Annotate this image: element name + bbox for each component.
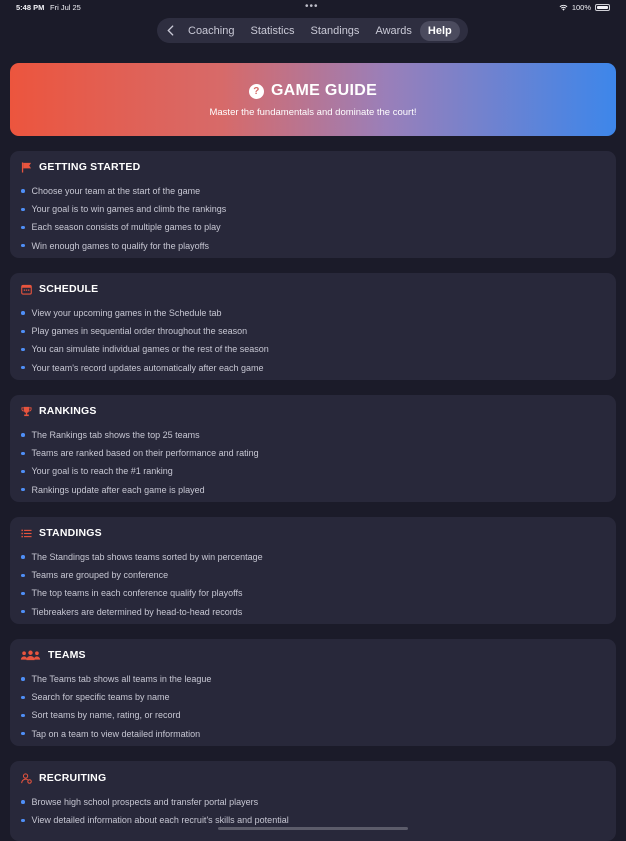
- list-item-text: Teams are grouped by conference: [32, 570, 169, 580]
- chevron-left-icon[interactable]: [160, 21, 180, 41]
- bullet: [21, 244, 25, 248]
- list-item: [20, 725, 606, 743]
- section-list: [20, 182, 606, 255]
- bullet: [21, 732, 25, 736]
- list-item: [20, 793, 606, 811]
- list-item-text: Sort teams by name, rating, or record: [32, 710, 181, 720]
- list-item: [20, 200, 606, 218]
- recruit-icon: [20, 772, 32, 784]
- section-standings: [10, 517, 616, 624]
- battery-fill: [597, 6, 608, 9]
- list-item-text: Search for specific teams by name: [32, 692, 170, 702]
- list-item: [20, 462, 606, 480]
- list-item-text: Your team's record updates automatically after each game: [32, 363, 264, 373]
- section-title: SCHEDULE: [39, 283, 98, 295]
- home-indicator[interactable]: [218, 827, 408, 830]
- section-list: [20, 426, 606, 499]
- bullet: [21, 330, 25, 334]
- bullet: [21, 714, 25, 718]
- bullet: [21, 819, 25, 823]
- list-item-text: Choose your team at the start of the game: [32, 186, 201, 196]
- list-item-text: Teams are ranked based on their performance and rating: [32, 448, 259, 458]
- section-title: GETTING STARTED: [39, 161, 140, 173]
- section-header: [20, 404, 606, 418]
- game-guide-banner: [10, 63, 616, 136]
- battery-icon: [595, 4, 610, 11]
- section-schedule: [10, 273, 616, 380]
- flag-icon: [20, 161, 32, 173]
- list-item: [20, 584, 606, 602]
- list-item-text: The Rankings tab shows the top 25 teams: [32, 430, 200, 440]
- list-item: [20, 426, 606, 444]
- list-item-text: Tap on a team to view detailed information: [32, 729, 201, 739]
- section-header: [20, 526, 606, 540]
- list-item-text: View your upcoming games in the Schedule tab: [32, 308, 222, 318]
- bullet: [21, 696, 25, 700]
- list-item-text: The Standings tab shows teams sorted by win percentage: [32, 552, 263, 562]
- list-item: [20, 340, 606, 358]
- status-date: Fri Jul 25: [50, 3, 81, 12]
- list-item-text: Each season consists of multiple games to play: [32, 222, 221, 232]
- list-item-text: The top teams in each conference qualify for playoffs: [32, 588, 243, 598]
- bullet: [21, 433, 25, 437]
- section-header: [20, 771, 606, 785]
- list-item-text: Your goal is to win games and climb the rankings: [32, 204, 227, 214]
- tab-statistics[interactable]: Statistics: [242, 21, 302, 41]
- section-header: [20, 282, 606, 296]
- bullet: [21, 488, 25, 492]
- list-item: [20, 237, 606, 255]
- multitasking-dots[interactable]: •••: [305, 1, 319, 12]
- list-item: [20, 603, 606, 621]
- bullet: [21, 555, 25, 559]
- section-list: [20, 548, 606, 621]
- list-item: [20, 182, 606, 200]
- list-item-text: Your goal is to reach the #1 ranking: [32, 466, 173, 476]
- section-teams: [10, 639, 616, 746]
- list-item: [20, 688, 606, 706]
- tab-navigation: [157, 18, 468, 43]
- list-item-text: Rankings update after each game is played: [32, 485, 205, 495]
- question-circle-icon: ?: [249, 84, 264, 99]
- page-subtitle: Master the fundamentals and dominate the court!: [10, 107, 616, 118]
- trophy-icon: [20, 405, 32, 417]
- bullet: [21, 208, 25, 212]
- bullet: [21, 348, 25, 352]
- section-rankings: [10, 395, 616, 502]
- bullet: [21, 226, 25, 230]
- list-item: [20, 566, 606, 584]
- list-item: [20, 218, 606, 236]
- bullet: [21, 452, 25, 456]
- list-item: [20, 481, 606, 499]
- calendar-icon: [20, 283, 32, 295]
- list-item-text: You can simulate individual games or the rest of the season: [32, 344, 269, 354]
- list-item: [20, 359, 606, 377]
- list-icon: [20, 527, 32, 539]
- list-item: [20, 670, 606, 688]
- tab-help[interactable]: Help: [420, 21, 460, 41]
- list-item: [20, 706, 606, 724]
- tab-awards[interactable]: Awards: [367, 21, 419, 41]
- battery-percent: 100%: [572, 3, 591, 12]
- bullet: [21, 592, 25, 596]
- status-right: [559, 3, 610, 12]
- bullet: [21, 366, 25, 370]
- section-header: [20, 648, 606, 662]
- status-bar: [0, 0, 626, 16]
- list-item-text: Play games in sequential order throughout the season: [32, 326, 248, 336]
- list-item-text: Browse high school prospects and transfer portal players: [32, 797, 259, 807]
- list-item-text: View detailed information about each recruit's skills and potential: [32, 815, 289, 825]
- bullet: [21, 800, 25, 804]
- list-item-text: The Teams tab shows all teams in the league: [32, 674, 212, 684]
- tab-standings[interactable]: Standings: [303, 21, 368, 41]
- section-list: [20, 304, 606, 377]
- section-title: STANDINGS: [39, 527, 102, 539]
- section-list: [20, 670, 606, 743]
- bullet: [21, 470, 25, 474]
- list-item: [20, 548, 606, 566]
- status-time: 5:48 PM: [16, 3, 44, 12]
- section-title: RANKINGS: [39, 405, 97, 417]
- people-icon: [20, 649, 41, 661]
- bullet: [21, 189, 25, 193]
- hero-title-row: [10, 82, 616, 100]
- list-item: [20, 304, 606, 322]
- bullet: [21, 677, 25, 681]
- section-title: TEAMS: [48, 649, 86, 661]
- bullet: [21, 610, 25, 614]
- page-title: GAME GUIDE: [271, 82, 377, 100]
- section-getting-started: [10, 151, 616, 258]
- wifi-icon: [559, 4, 568, 11]
- list-item: [20, 444, 606, 462]
- section-header: [20, 160, 606, 174]
- bullet: [21, 574, 25, 578]
- list-item-text: Tiebreakers are determined by head-to-head records: [32, 607, 243, 617]
- section-title: RECRUITING: [39, 772, 106, 784]
- list-item: [20, 322, 606, 340]
- list-item-text: Win enough games to qualify for the playoffs: [32, 241, 209, 251]
- section-list: [20, 793, 606, 829]
- bullet: [21, 311, 25, 315]
- tab-coaching[interactable]: Coaching: [180, 21, 242, 41]
